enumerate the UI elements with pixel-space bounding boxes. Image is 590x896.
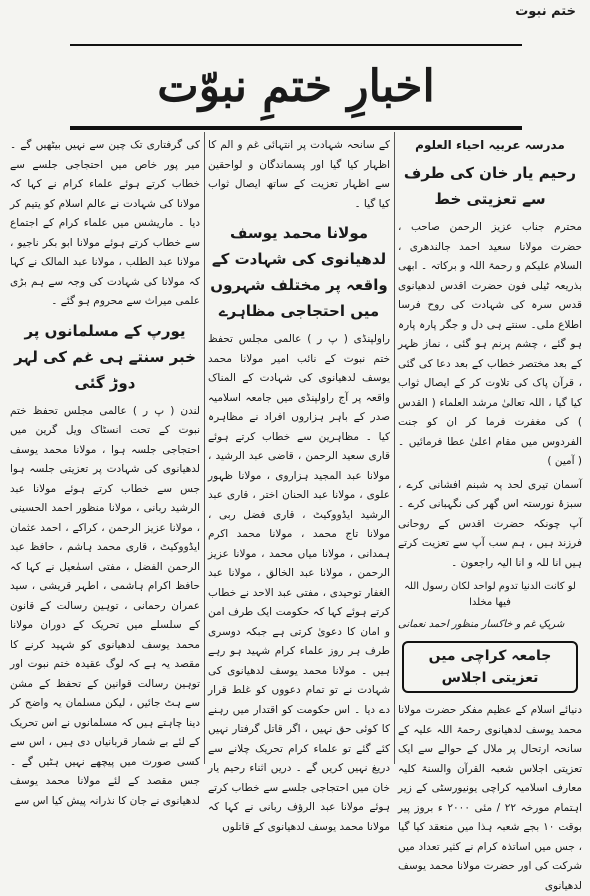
condolence-letter-paragraph: آسمان تیری لحد پہ شبنم افشانی کرے ، سبزۂ نورستہ اس گھر کی نگہبانی کرے ۔ آپ چونکہ حضرت اقدس کے روحانی فرزند ہیں ، ہم سب آپ سے تعزیت کرتے ہیں انا للہ و انا الیہ راجعون ۔ <box>398 478 582 569</box>
middle-column <box>208 136 390 833</box>
masthead <box>70 44 522 130</box>
london-paragraph: لندن ( پ ر ) عالمی مجلس تحفظ ختم نبوت کے تحت انسٹاک ویل گرین میں احتجاجی جلسہ ہوا ، مولانا محمد یوسف لدھیانوی کی شہادت پر تعزیتی جلسہ ہوا جس سے خطاب کرتے ہوئے مولانا عبد الرشید ربانی ، مولانا منظور احمد الحسینی ، مولانا عزیز الرحمن ، کراکے ، احمد عثمان ایڈووکیٹ ، قاری محمد ہاشم ، حافظ عبد الرحمن الفضل ، مفتی اسمٰعیل نے کہا کہ حافظ اکرام ہاشمی ، اطہر قریشی ، سید عمران رحمانی ، توہین رسالت کے قانون کے سلسلے میں تحریک کے دوران مولانا محمد یوسف لدھیانوی کو شہید کرنے کا مقصد یہ ہے کہ لوگ عقیدہ ختم نبوت اور توہین رسالت قوانین کے تحفظ کے مشن سے ہٹ جائیں ، لیکن مسلمان یہ واضح کر دینا چاہتے ہیں کہ مسلمانوں نے اس تحریک کے لئے بے شمار قربانیاں دی ہیں ، اس سے کسی صورت میں پیچھے نہیں ہٹیں گے ۔ جس مقصد کے لئے مولانا محمد یوسف لدھیانوی نے جان کا نذرانہ پیش کیا اس سے <box>10 404 200 807</box>
protests-heading: مولانا محمد یوسف لدھیانوی کی شہادت کے واقعہ پر مختلف شہروں میں احتجاجی مظاہرے <box>210 224 388 320</box>
karachi-meeting-paragraph: دنیائے اسلام کے عظیم مفکر حضرت مولانا محمد یوسف لدھیانوی رحمۃ اللہ علیہ کے سانحہ ارتحال پر ملال کے حوالے سے ایک تعزیتی اجلاس شعبہ القرآن والسنۃ کلیہ معارف اسلامیہ کراچی یونیورسٹی کے زیر اہتمام مورخہ ۲۲ / مئی ۲۰۰۰ ء بروز پیر بوقت ۱۰ بجے شعبہ ہذا میں منعقد کیا گیا ، جس میں اساتذہ کرام نے کثیر تعداد میں شرکت کی اور حضرت مولانا محمد یوسف لدھیانوی <box>398 704 583 892</box>
khatm-nubuwwat-logo: ختم نبوت <box>515 4 576 19</box>
masthead-title: اخبارِ ختمِ نبوّت <box>157 60 435 112</box>
column-divider-right <box>394 132 395 764</box>
middle-intro-paragraph: کے سانحہ شہادت پر انتہائی غم و الم کا اظہار کیا گیا اور پسماندگان و لواحقین سے اظہار تعزیت کے ساتھ ایصال ثواب کیا گیا ۔ <box>208 139 390 210</box>
arabic-couplet: لو کانت الدنیا تدوم لواحد لکان رسول اللہ فیھا مخلدا <box>404 581 576 608</box>
madrasa-heading: مدرسہ عربیہ احیاء العلوم <box>415 138 565 152</box>
europe-muslims-heading: یورپ کے مسلمانوں پر خبر سنتے ہی غم کی لہر دوڑ گئی <box>14 321 196 392</box>
right-column <box>398 136 583 892</box>
protests-paragraph: راولپنڈی ( پ ر ) عالمی مجلس تحفظ ختم نبوت کے نائب امیر مولانا محمد یوسف لدھیانوی کی شہادت کے المناک واقعہ پر آج راولپنڈی میں جامعہ اسلامیہ صدر کے باہر ہزاروں افراد نے مظاہرہ کیا ۔ مظاہرین سے خطاب کرتے ہوئے قاری سعید الرحمن ، قاضی عبد الرشید ، مولانا عبد المجید ہزاروی ، مولانا ظہور علوی ، مولانا عبد الحنان اختر ، قاری عبد الرشید ایڈووکیٹ ، قاری فضل ربی ، مولانا تاج محمد ، مولانا محمد اکرم ہمدانی ، مولانا میاں محمد ، مولانا عزیز الرحمن ، مولانا عبد الخالق ، مولانا عبد الغفار توحیدی ، مفتی عبد الاحد نے خطاب کرتے ہوئے کہا کہ حکومت ایک طرف امن و امان کا دعویٰ کرتی ہے جبکہ دوسری طرف ہر روز علماء کرام شہید ہو رہے ہیں ۔ مولانا محمد یوسف لدھیانوی کی شہادت نے تو تمام دعووں کو غلط قرار دے دیا ۔ اس حکومت کو اقتدار میں رہنے کا کوئی حق نہیں ، اگر قاتل گرفتار نہیں کئے گئے تو علماء کرام تحریک چلانے سے دریغ نہیں کریں گے ۔ دریں اثناء رحیم یار خان میں احتجاجی جلسے سے خطاب کرتے ہوئے مولانا عبد الرؤف ربانی نے کہا کہ مولانا محمد یوسف لدھیانوی کے قاتلوں <box>208 333 390 833</box>
letter-signature: شریکِ غم و خاکسار منظور احمد نعمانی <box>398 619 565 630</box>
condolence-letter-paragraph: محترم جناب عزیز الرحمن صاحب ، حضرت مولانا سعید احمد جالندھری ، السلام علیکم و رحمۃ اللہ و برکاتہ ۔ ابھی بذریعہ ٹیلی فون حضرت اقدس لدھیانوی قدس سرہ کی شہادت کی روح فرسا اطلاع ملی۔ سنتے ہی دل و جگر پارہ پارہ ہو گئے ، چشم پرنم ہو گئی ، نماز ظہر کے بعد مختصر خطاب کے بعد دعا کی گئی ، قرآن پاک کی تلاوت کر کے ایصال ثواب کیا گیا ، اللہ تعالیٰ مرشد العلماء ( القدس ) کی مغفرت فرما کر ان کو جنت الفردوس میں مقام اعلیٰ عطا فرمائیں ۔ ( آمین ) <box>398 221 582 467</box>
left-intro-paragraph: کی گرفتاری تک چین سے نہیں بیٹھیں گے ۔ میر پور خاص میں احتجاجی جلسے سے خطاب کرتے ہوئے علماء کرام نے کہا کہ مولانا کی شہادت نے عالم اسلام کو یتیم کر دیا ۔ ماریشس میں علماء کرام کے اجتماع سے خطاب کرتے ہوئے مولانا ابو بکر ناجیو ، مولانا عبد الطلب ، مولانا عبد المالک نے کہا کہ مولانا کی شہادت کی وجہ سے ہم بڑی علمی میراث سے محروم ہو گئے ۔ <box>10 139 200 307</box>
condolence-letter-heading: رحیم یار خان کی طرف سے تعزیتی خط <box>403 164 577 208</box>
column-divider-left <box>204 132 205 764</box>
karachi-meeting-heading: جامعہ کراچی میں تعزیتی اجلاس <box>402 641 578 693</box>
left-column <box>10 136 200 807</box>
